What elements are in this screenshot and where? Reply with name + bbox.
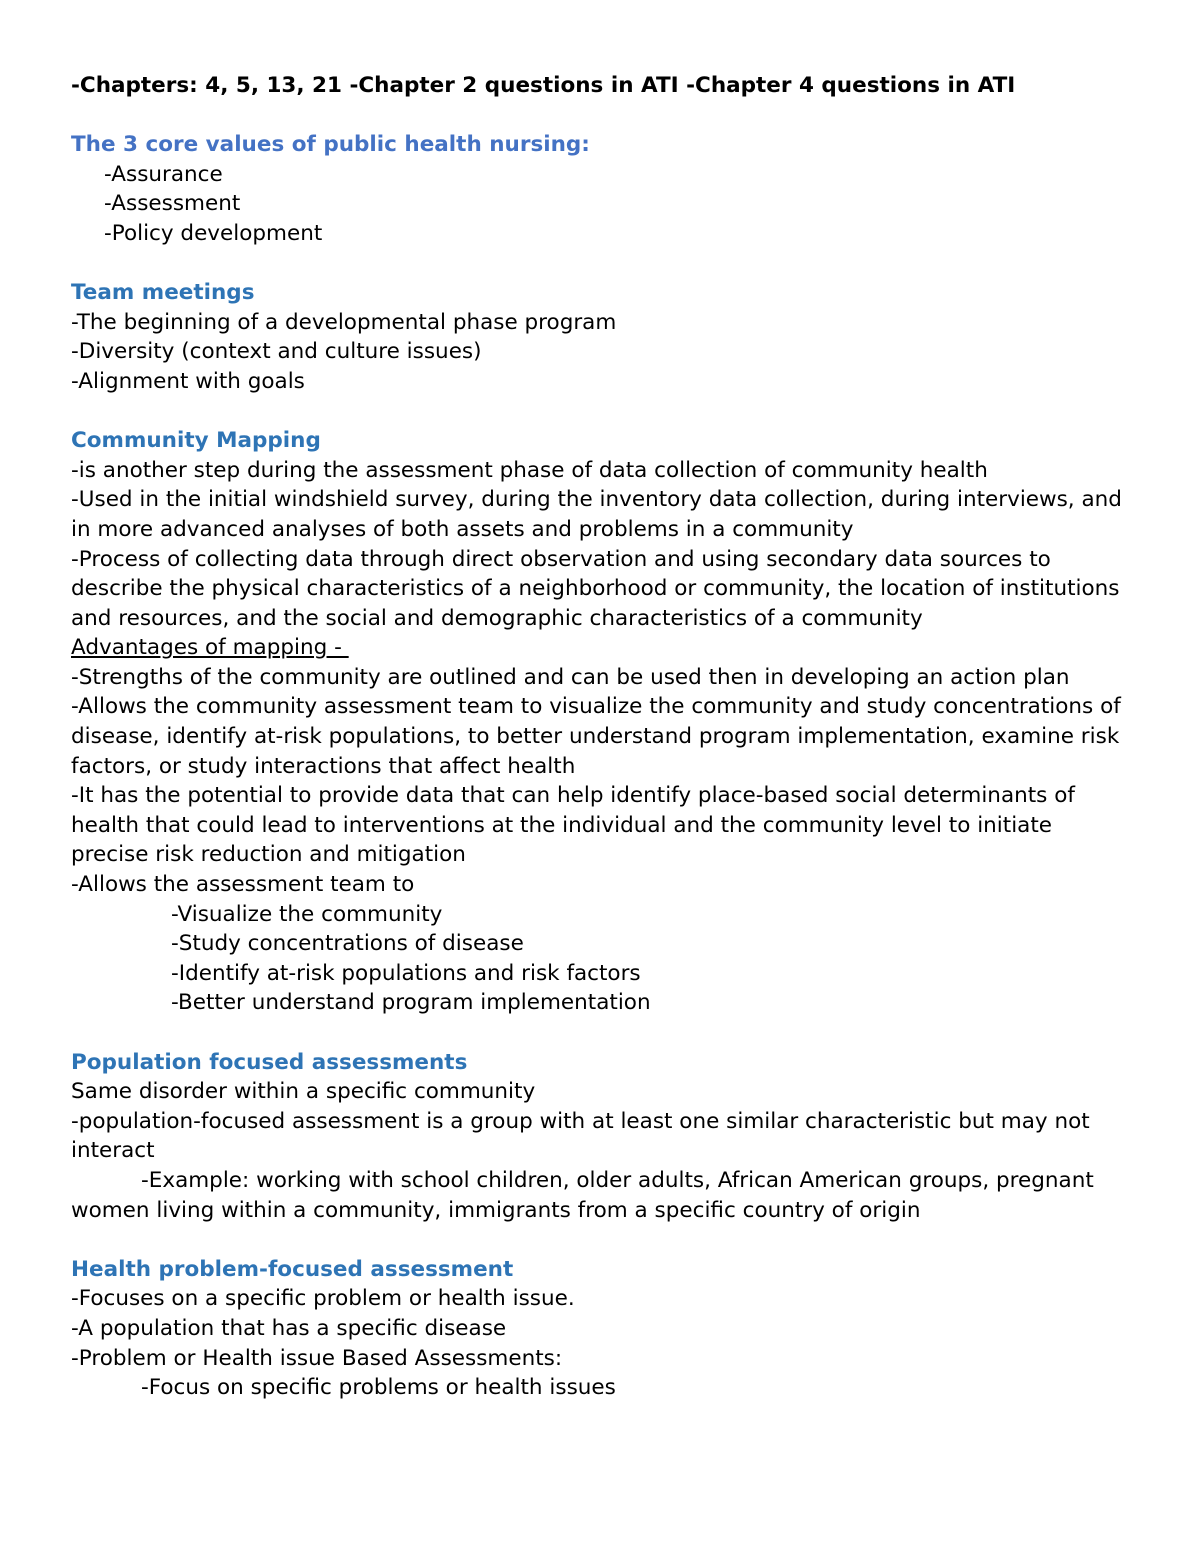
advantage-item: -Allows the community assessment team to visualize the community and study concentrations of disease, identify at-risk populations, to better understand program implementation, examine risk factors, or study interactions that affect health <box>71 694 1121 779</box>
spacer <box>71 1225 1131 1255</box>
assessment-team-item: -Better understand program implementation <box>171 990 651 1016</box>
spacer <box>71 101 1131 131</box>
population-focused-example: -Example: working with school children, older adults, African American groups, pregnant women living within a community, immigrants from a specific country of origin <box>71 1167 1094 1223</box>
team-meetings-item: -Diversity (context and culture issues) <box>71 339 482 365</box>
assessment-team-item: -Visualize the community <box>171 901 443 927</box>
assessment-team-item: -Study concentrations of disease <box>171 931 524 957</box>
spacer <box>71 397 1131 427</box>
health-problem-sub-item: -Focus on specific problems or health issues <box>141 1375 616 1401</box>
advantages-of-mapping-label: Advantages of mapping - <box>71 635 349 661</box>
health-problem-item: -A population that has a specific disease <box>71 1315 507 1341</box>
chapters-header-line: -Chapters: 4, 5, 13, 21 -Chapter 2 questions in ATI -Chapter 4 questions in ATI <box>71 73 1016 98</box>
team-meetings-item: -Alignment with goals <box>71 368 305 394</box>
health-problem-item: -Problem or Health issue Based Assessments: <box>71 1345 563 1371</box>
population-focused-intro: Same disorder within a specific community <box>71 1079 536 1105</box>
core-values-heading: The 3 core values of public health nursing: <box>71 132 590 158</box>
population-focused-definition: -population-focused assessment is a group with at least one similar characteristic but may not interact <box>71 1108 1090 1164</box>
advantage-item: -Allows the assessment team to <box>71 872 415 898</box>
spacer <box>71 249 1131 279</box>
community-mapping-heading: Community Mapping <box>71 428 321 454</box>
core-value-item: -Policy development <box>104 220 323 246</box>
advantage-item: -It has the potential to provide data that can help identify place-based social determinants of health that could lead to interventions at the individual and the community level to initiate precise risk reduction and mitigation <box>71 783 1075 868</box>
community-mapping-paragraph: -Used in the initial windshield survey, during the inventory data collection, during interviews, and in more advanced analyses of both assets and problems in a community <box>71 487 1122 542</box>
core-value-item: -Assessment <box>104 191 241 217</box>
health-problem-item: -Focuses on a specific problem or health issue. <box>71 1286 575 1312</box>
document-page <box>71 71 1131 1403</box>
advantage-item: -Strengths of the community are outlined and can be used then in developing an action plan <box>71 664 1070 690</box>
population-focused-heading: Population focused assessments <box>71 1049 468 1075</box>
health-problem-focused-heading: Health problem-focused assessment <box>71 1256 514 1282</box>
core-value-item: -Assurance <box>104 161 223 187</box>
assessment-team-item: -Identify at-risk populations and risk factors <box>171 960 641 986</box>
community-mapping-paragraph: -Process of collecting data through direct observation and using secondary data sources to describe the physical characteristics of a neighborhood or community, the location of institutions and resources, and the social and demographic characteristics of a community <box>71 546 1120 631</box>
spacer <box>71 1018 1131 1048</box>
team-meetings-item: -The beginning of a developmental phase program <box>71 309 617 335</box>
team-meetings-heading: Team meetings <box>71 280 255 306</box>
community-mapping-paragraph: -is another step during the assessment phase of data collection of community health <box>71 457 988 483</box>
